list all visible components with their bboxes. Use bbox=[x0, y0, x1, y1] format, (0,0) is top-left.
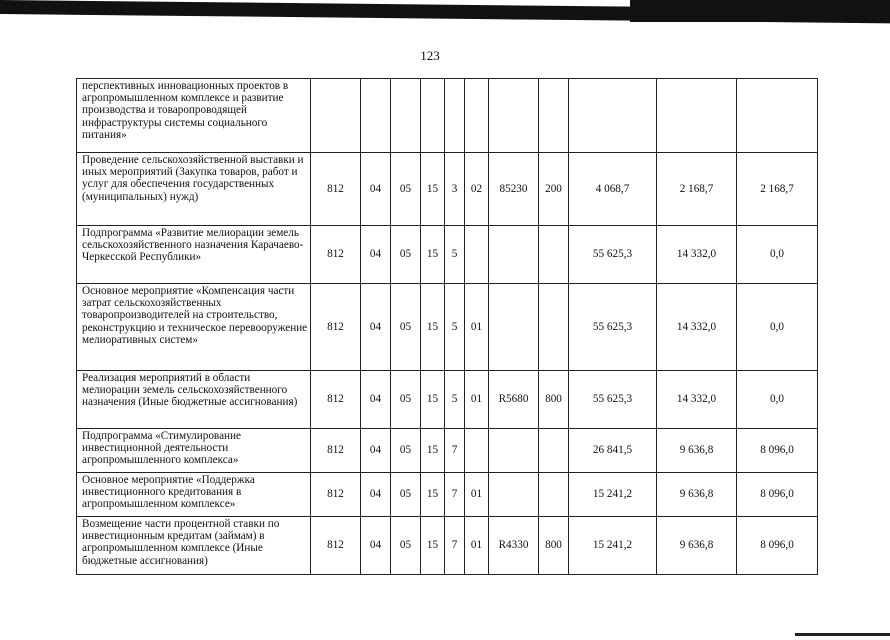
cell-section: 04 bbox=[361, 371, 391, 429]
cell-section: 04 bbox=[361, 429, 391, 473]
row-name: перспективных инновационных проектов в агропромышленном комплексе и развитие производства и товаропроводящей инфраструктуры системы социального питания» bbox=[77, 79, 311, 153]
cell-expense-type bbox=[539, 473, 569, 517]
cell-ministry: 812 bbox=[311, 371, 361, 429]
row-name: Подпрограмма «Развитие мелиорации земель сельскохозяйственного назначения Карачаево-Черкесской Республики» bbox=[77, 226, 311, 284]
cell-section: 04 bbox=[361, 153, 391, 226]
cell-main-event: 02 bbox=[465, 153, 489, 226]
row-name: Подпрограмма «Стимулирование инвестиционной деятельности агропромышленного комплекса» bbox=[77, 429, 311, 473]
cell-subsection: 05 bbox=[391, 284, 421, 371]
cell-expense-type: 800 bbox=[539, 517, 569, 575]
page-number: 123 bbox=[420, 48, 440, 63]
cell-program: 15 bbox=[421, 153, 445, 226]
budget-table bbox=[76, 78, 818, 575]
cell-direction: 85230 bbox=[489, 153, 539, 226]
row-name: Проведение сельскохозяйственной выставки и иных мероприятий (Закупка товаров, работ и услуг для обеспечения государственных (муниципальных) нужд) bbox=[77, 153, 311, 226]
cell-program: 15 bbox=[421, 226, 445, 284]
cell-ministry: 812 bbox=[311, 284, 361, 371]
cell-program: 15 bbox=[421, 429, 445, 473]
row-name: Возмещение части процентной ставки по инвестиционным кредитам (займам) в агропромышленном комплексе (Иные бюджетные ассигнования) bbox=[77, 517, 311, 575]
cell-program: 15 bbox=[421, 284, 445, 371]
cell-subprogram: 3 bbox=[445, 153, 465, 226]
cell-amount-2: 14 332,0 bbox=[657, 226, 737, 284]
cell-amount-2: 9 636,8 bbox=[657, 517, 737, 575]
cell-amount-3 bbox=[737, 79, 818, 153]
cell-amount-2: 14 332,0 bbox=[657, 284, 737, 371]
cell-subprogram: 7 bbox=[445, 429, 465, 473]
cell-direction: R5680 bbox=[489, 371, 539, 429]
table-row bbox=[77, 153, 818, 226]
cell-direction bbox=[489, 473, 539, 517]
cell-expense-type bbox=[539, 284, 569, 371]
cell-subprogram: 5 bbox=[445, 371, 465, 429]
cell-amount-3: 8 096,0 bbox=[737, 429, 818, 473]
cell-expense-type bbox=[539, 226, 569, 284]
scan-mark-bottom bbox=[795, 633, 890, 636]
cell-main-event bbox=[465, 79, 489, 153]
table-row bbox=[77, 226, 818, 284]
cell-subsection: 05 bbox=[391, 153, 421, 226]
cell-amount-3: 8 096,0 bbox=[737, 517, 818, 575]
cell-amount-1: 26 841,5 bbox=[569, 429, 657, 473]
row-name: Основное мероприятие «Поддержка инвестиционного кредитования в агропромышленном комплексе» bbox=[77, 473, 311, 517]
cell-main-event: 01 bbox=[465, 473, 489, 517]
cell-amount-1: 15 241,2 bbox=[569, 517, 657, 575]
cell-expense-type bbox=[539, 429, 569, 473]
cell-amount-1: 4 068,7 bbox=[569, 153, 657, 226]
cell-subprogram bbox=[445, 79, 465, 153]
cell-subprogram: 7 bbox=[445, 473, 465, 517]
cell-expense-type: 200 bbox=[539, 153, 569, 226]
cell-section: 04 bbox=[361, 284, 391, 371]
cell-direction bbox=[489, 429, 539, 473]
cell-main-event bbox=[465, 226, 489, 284]
cell-main-event: 01 bbox=[465, 371, 489, 429]
row-name: Реализация мероприятий в области мелиорации земель сельскохозяйственного назначения (Иные бюджетные ассигнования) bbox=[77, 371, 311, 429]
cell-amount-3: 2 168,7 bbox=[737, 153, 818, 226]
cell-amount-2 bbox=[657, 79, 737, 153]
cell-amount-2: 14 332,0 bbox=[657, 371, 737, 429]
cell-direction: R4330 bbox=[489, 517, 539, 575]
row-name: Основное мероприятие «Компенсация части затрат сельскохозяйственных товаропроизводителей на строительство, реконструкцию и техническое перевооружение мелиоративных систем» bbox=[77, 284, 311, 371]
cell-amount-1: 55 625,3 bbox=[569, 284, 657, 371]
cell-ministry: 812 bbox=[311, 429, 361, 473]
cell-section: 04 bbox=[361, 226, 391, 284]
cell-program: 15 bbox=[421, 473, 445, 517]
cell-ministry: 812 bbox=[311, 226, 361, 284]
cell-amount-3: 0,0 bbox=[737, 226, 818, 284]
cell-direction bbox=[489, 79, 539, 153]
table-row bbox=[77, 473, 818, 517]
cell-subsection: 05 bbox=[391, 226, 421, 284]
cell-main-event: 01 bbox=[465, 517, 489, 575]
cell-program bbox=[421, 79, 445, 153]
cell-section bbox=[361, 79, 391, 153]
cell-amount-2: 9 636,8 bbox=[657, 429, 737, 473]
cell-amount-3: 0,0 bbox=[737, 371, 818, 429]
scan-border-top-right bbox=[630, 0, 890, 22]
cell-ministry: 812 bbox=[311, 473, 361, 517]
table-row bbox=[77, 79, 818, 153]
cell-subsection bbox=[391, 79, 421, 153]
cell-direction bbox=[489, 284, 539, 371]
cell-direction bbox=[489, 226, 539, 284]
cell-subprogram: 7 bbox=[445, 517, 465, 575]
cell-subsection: 05 bbox=[391, 517, 421, 575]
cell-ministry: 812 bbox=[311, 517, 361, 575]
cell-amount-3: 0,0 bbox=[737, 284, 818, 371]
cell-amount-3: 8 096,0 bbox=[737, 473, 818, 517]
table-row bbox=[77, 371, 818, 429]
cell-program: 15 bbox=[421, 371, 445, 429]
cell-subsection: 05 bbox=[391, 473, 421, 517]
cell-amount-2: 2 168,7 bbox=[657, 153, 737, 226]
cell-ministry bbox=[311, 79, 361, 153]
cell-amount-1: 55 625,3 bbox=[569, 371, 657, 429]
cell-subsection: 05 bbox=[391, 371, 421, 429]
cell-expense-type: 800 bbox=[539, 371, 569, 429]
table-row bbox=[77, 429, 818, 473]
cell-ministry: 812 bbox=[311, 153, 361, 226]
cell-section: 04 bbox=[361, 473, 391, 517]
cell-amount-2: 9 636,8 bbox=[657, 473, 737, 517]
table-row bbox=[77, 284, 818, 371]
cell-section: 04 bbox=[361, 517, 391, 575]
cell-subprogram: 5 bbox=[445, 226, 465, 284]
cell-main-event: 01 bbox=[465, 284, 489, 371]
cell-amount-1: 55 625,3 bbox=[569, 226, 657, 284]
cell-amount-1 bbox=[569, 79, 657, 153]
cell-amount-1: 15 241,2 bbox=[569, 473, 657, 517]
table-row bbox=[77, 517, 818, 575]
cell-expense-type bbox=[539, 79, 569, 153]
cell-subprogram: 5 bbox=[445, 284, 465, 371]
cell-main-event bbox=[465, 429, 489, 473]
cell-program: 15 bbox=[421, 517, 445, 575]
cell-subsection: 05 bbox=[391, 429, 421, 473]
